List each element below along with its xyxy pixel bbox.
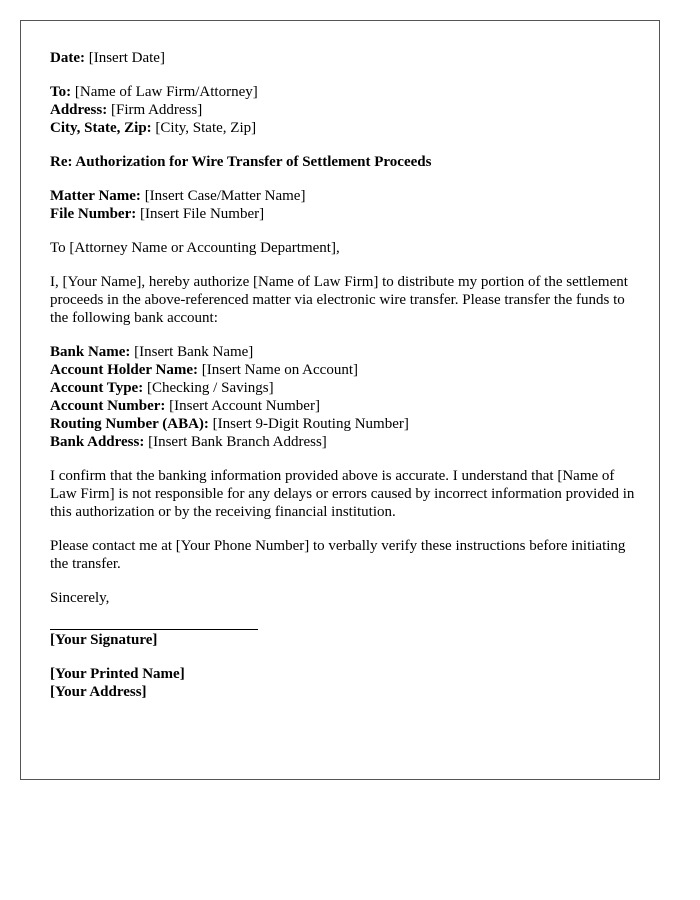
routing-number-line bbox=[50, 415, 640, 433]
matter-name-label: Matter Name: bbox=[50, 188, 141, 204]
bank-name-value: [Insert Bank Name] bbox=[134, 344, 254, 360]
date-label: Date: bbox=[50, 50, 85, 66]
letter-body bbox=[50, 49, 640, 717]
city-value: [City, State, Zip] bbox=[155, 120, 257, 136]
bank-address-label: Bank Address: bbox=[50, 434, 145, 450]
intro-paragraph: I, [Your Name], hereby authorize [Name of Law Firm] to distribute my portion of the settlement proceeds in the above-referenced matter via electronic wire transfer. Please transfer the funds to the following bank account: bbox=[50, 274, 628, 326]
address-line bbox=[50, 101, 640, 119]
matter-name-line bbox=[50, 187, 640, 205]
subject-line: Re: Authorization for Wire Transfer of Settlement Proceeds bbox=[50, 154, 432, 170]
file-number-value: [Insert File Number] bbox=[139, 206, 265, 222]
bank-address-value: [Insert Bank Branch Address] bbox=[148, 434, 327, 450]
account-type-line bbox=[50, 379, 640, 397]
date-block bbox=[50, 49, 640, 67]
signer-block bbox=[50, 665, 640, 701]
account-number-label: Account Number: bbox=[50, 398, 166, 414]
address-label: Address: bbox=[50, 102, 108, 118]
account-type-value: [Checking / Savings] bbox=[146, 380, 274, 396]
printed-name: [Your Printed Name] bbox=[50, 666, 185, 682]
city-label: City, State, Zip: bbox=[50, 120, 152, 136]
routing-number-label: Routing Number (ABA): bbox=[50, 416, 209, 432]
recipient-block bbox=[50, 83, 640, 137]
subject-block bbox=[50, 153, 640, 171]
signature-line bbox=[50, 629, 258, 630]
account-holder-label: Account Holder Name: bbox=[50, 362, 199, 378]
to-value: [Name of Law Firm/Attorney] bbox=[74, 84, 258, 100]
signer-address: [Your Address] bbox=[50, 684, 147, 700]
account-number-line bbox=[50, 397, 640, 415]
bank-name-line bbox=[50, 343, 640, 361]
bank-address-line bbox=[50, 433, 640, 451]
matter-block bbox=[50, 187, 640, 223]
account-number-value: [Insert Account Number] bbox=[169, 398, 320, 414]
date-value: [Insert Date] bbox=[88, 50, 165, 66]
to-line bbox=[50, 83, 640, 101]
contact-paragraph: Please contact me at [Your Phone Number] to verbally verify these instructions before initiating the transfer. bbox=[50, 538, 626, 572]
salutation: To [Attorney Name or Accounting Department], bbox=[50, 240, 340, 256]
file-number-line bbox=[50, 205, 640, 223]
account-holder-value: [Insert Name on Account] bbox=[201, 362, 358, 378]
bank-name-label: Bank Name: bbox=[50, 344, 131, 360]
file-number-label: File Number: bbox=[50, 206, 137, 222]
matter-name-value: [Insert Case/Matter Name] bbox=[144, 188, 306, 204]
date-line bbox=[50, 49, 640, 67]
bank-details-block bbox=[50, 343, 640, 451]
signature-label: [Your Signature] bbox=[50, 632, 158, 648]
to-label: To: bbox=[50, 84, 72, 100]
address-value: [Firm Address] bbox=[110, 102, 203, 118]
account-type-label: Account Type: bbox=[50, 380, 144, 396]
letter-frame bbox=[20, 20, 660, 780]
confirmation-paragraph: I confirm that the banking information provided above is accurate. I understand that [Name of Law Firm] is not responsible for any delays or errors caused by incorrect information provided in this authorization or by the receiving financial institution. bbox=[50, 468, 635, 520]
signature-block bbox=[50, 631, 640, 649]
routing-number-value: [Insert 9-Digit Routing Number] bbox=[212, 416, 409, 432]
account-holder-line bbox=[50, 361, 640, 379]
closing: Sincerely, bbox=[50, 590, 110, 606]
city-line bbox=[50, 119, 640, 137]
